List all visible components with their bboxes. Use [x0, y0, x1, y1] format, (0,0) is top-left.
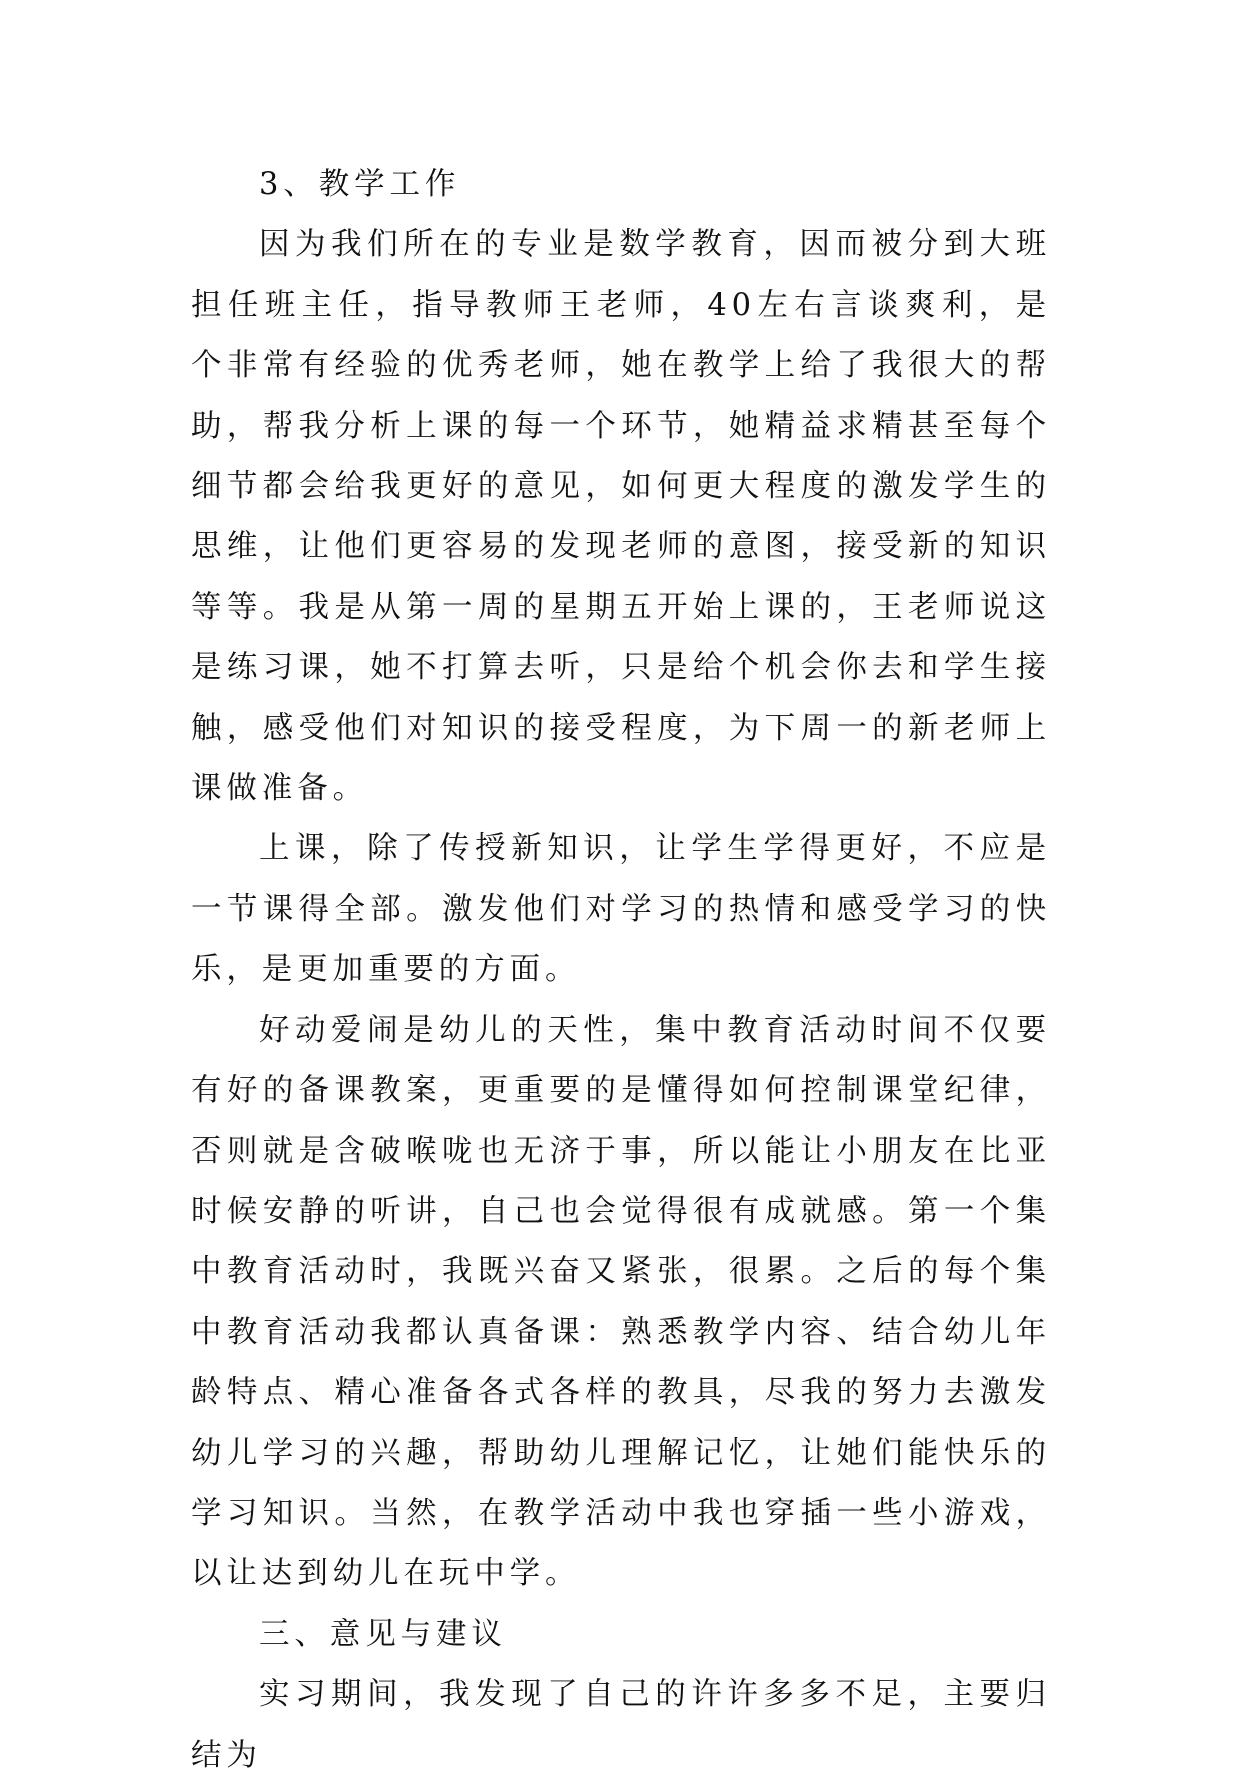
section-heading-suggestions: 三、意见与建议 — [259, 1616, 507, 1652]
section-heading-teaching-work: 3、教学工作 — [259, 167, 461, 202]
paragraph-classroom-experience: 好动爱闹是幼儿的天性，集中教育活动时间不仅要有好的备课教案，更重要的是懂得如何控制课堂纪律，否则就是含破喉咙也无济于事，所以能让小朋友在比亚时候安静的听讲，自己也会觉得很有成就感。第一个集中教育活动时，我既兴奋又紧张，很累。之后的每个集中教育活动我都认真备课：熟悉教学内容、结合幼儿年龄特点、精心准备各式各样的教具，尽我的努力去激发幼儿学习的兴趣，帮助幼儿理解记忆，让她们能快乐的学习知识。当然，在教学活动中我也穿插一些小游戏，以让达到幼儿在玩中学。 — [191, 1012, 1051, 1592]
paragraph-class-purpose: 上课，除了传授新知识，让学生学得更好，不应是一节课得全部。激发他们对学习的热情和感受学习的快乐，是更加重要的方面。 — [191, 831, 1051, 988]
paragraph-teaching-assignment: 因为我们所在的专业是数学教育，因而被分到大班担任班主任，指导教师王老师，40左右言谈爽利，是个非常有经验的优秀老师，她在教学上给了我很大的帮助，帮我分析上课的每一个环节，她精益求精甚至每个细节都会给我更好的意见，如何更大程度的激发学生的思维，让他们更容易的发现老师的意图，接受新的知识等等。我是从第一周的星期五开始上课的，王老师说这是练习课，她不打算去听，只是给个机会你去和学生接触，感受他们对知识的接受程度，为下周一的新老师上课做准备。 — [191, 227, 1051, 807]
document-body — [191, 155, 1051, 1786]
paragraph-shortcomings: 实习期间，我发现了自己的许许多多不足，主要归结为 — [191, 1677, 1051, 1773]
